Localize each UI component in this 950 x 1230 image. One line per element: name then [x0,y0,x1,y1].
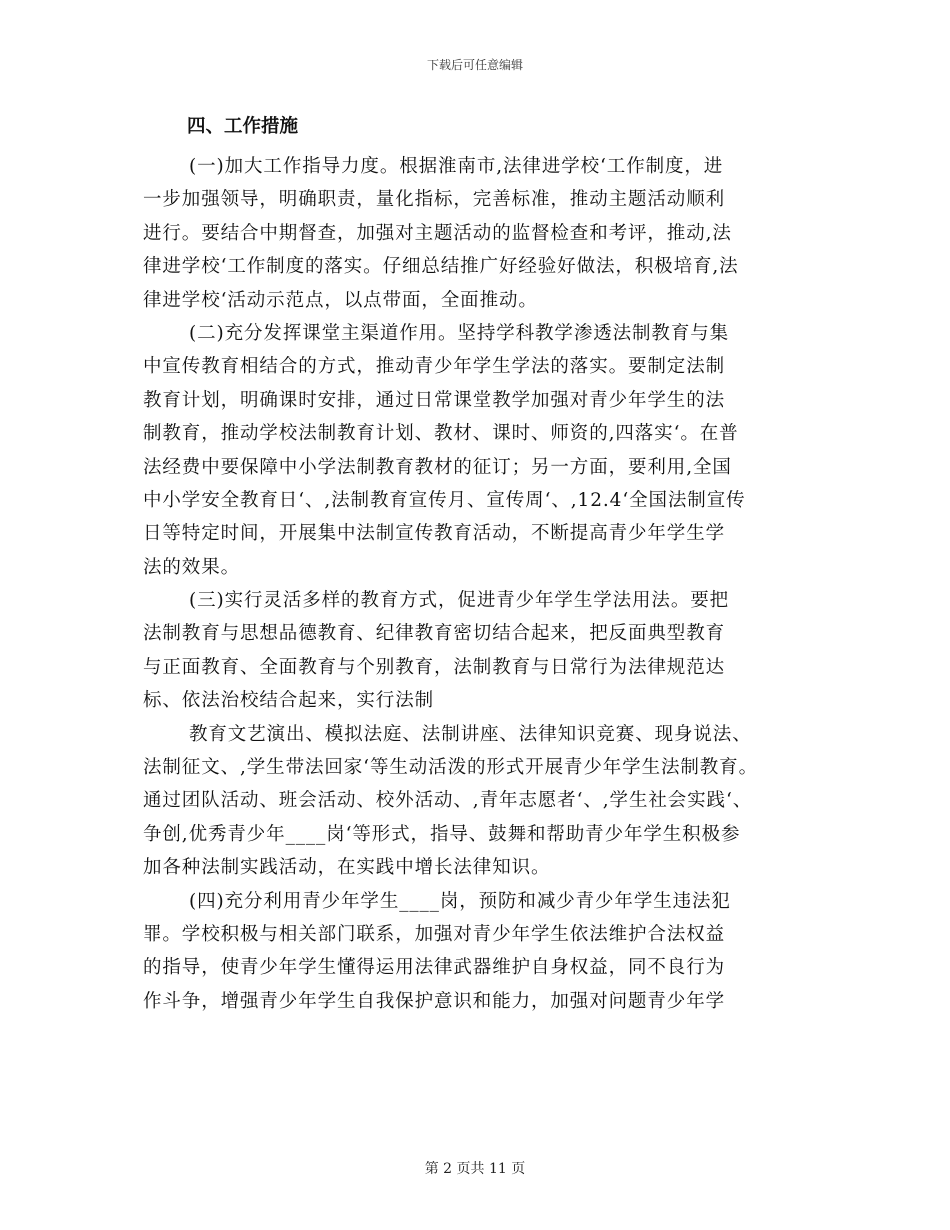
document-body [143,112,823,1018]
text-line: 作斗争，增强青少年学生自我保护意识和能力，加强对问题青少年学 [143,990,726,1012]
text-line: 罪。学校积极与相关部门联系，加强对青少年学生依法维护合法权益 [143,923,726,945]
text-line: (一)加大工作指导力度。根据淮南市,法律进学校‘工作制度，进 [189,156,724,177]
text-line: 与正面教育、全面教育与个别教育，法制教育与日常行为法律规范达 [143,656,726,678]
text-line: 律进学校‘工作制度的落实。仔细总结推广好经验好做法，积极培育,法 [143,256,739,278]
paragraph-lines [143,150,823,1018]
text-line: 法经费中要保障中小学法制教育教材的征订；另一方面，要利用,全国 [143,456,732,478]
page-footer: 第 2 页共 11 页 [424,1161,526,1177]
text-line: 加各种法制实践活动，在实践中增长法律知识。 [143,857,551,879]
text-line: 教育计划，明确课时安排，通过日常课堂教学加强对青少年学生的法 [143,389,726,411]
text-line: 中宣传教育相结合的方式，推动青少年学生学法的落实。要制定法制 [143,356,726,378]
text-line: 一步加强领导，明确职责，量化指标，完善标准，推动主题活动顺利 [143,189,726,211]
text-line: 制教育，推动学校法制教育计划、教材、课时、师资的,四落实‘。在普 [143,423,739,445]
text-line: 法的效果。 [143,556,241,578]
text-line: 教育文艺演出、模拟法庭、法制讲座、法律知识竞赛、现身说法、 [189,723,752,745]
text-line: 通过团队活动、班会活动、校外活动、,青年志愿者‘、,学生社会实践‘、 [143,790,753,812]
section-heading: 四、工作措施 [187,116,299,137]
text-line: 日等特定时间，开展集中法制宣传教育活动，不断提高青少年学生学 [143,523,726,545]
text-line: (二)充分发挥课堂主渠道作用。坚持学科教学渗透法制教育与集 [189,322,730,344]
page-header: 下载后可任意编辑 [426,58,523,72]
text-line: 争创,优秀青少年____岗‘等形式，指导、鼓舞和帮助青少年学生积极参 [143,823,741,845]
text-line: 法制教育与思想品德教育、纪律教育密切结合起来，把反面典型教育 [143,623,726,645]
text-line: 律进学校‘活动示范点，以点带面，全面推动。 [143,289,538,311]
text-line: 中小学安全教育日‘、,法制教育宣传月、宣传周‘、,12.4‘全国法制宣传 [143,489,746,511]
text-line: (三)实行灵活多样的教育方式，促进青少年学生学法用法。要把 [189,590,730,612]
text-line: 法制征文、,学生带法回家‘等生动活泼的形式开展青少年学生法制教育。 [143,757,758,779]
text-line: (四)充分利用青少年学生____岗，预防和减少青少年学生违法犯 [189,890,731,912]
text-line: 的指导，使青少年学生懂得运用法律武器维护自身权益，同不良行为 [143,957,726,979]
text-line: 进行。要结合中期督查，加强对主题活动的监督检查和考评，推动,法 [143,222,732,244]
text-line: 标、依法治校结合起来，实行法制 [143,690,435,712]
